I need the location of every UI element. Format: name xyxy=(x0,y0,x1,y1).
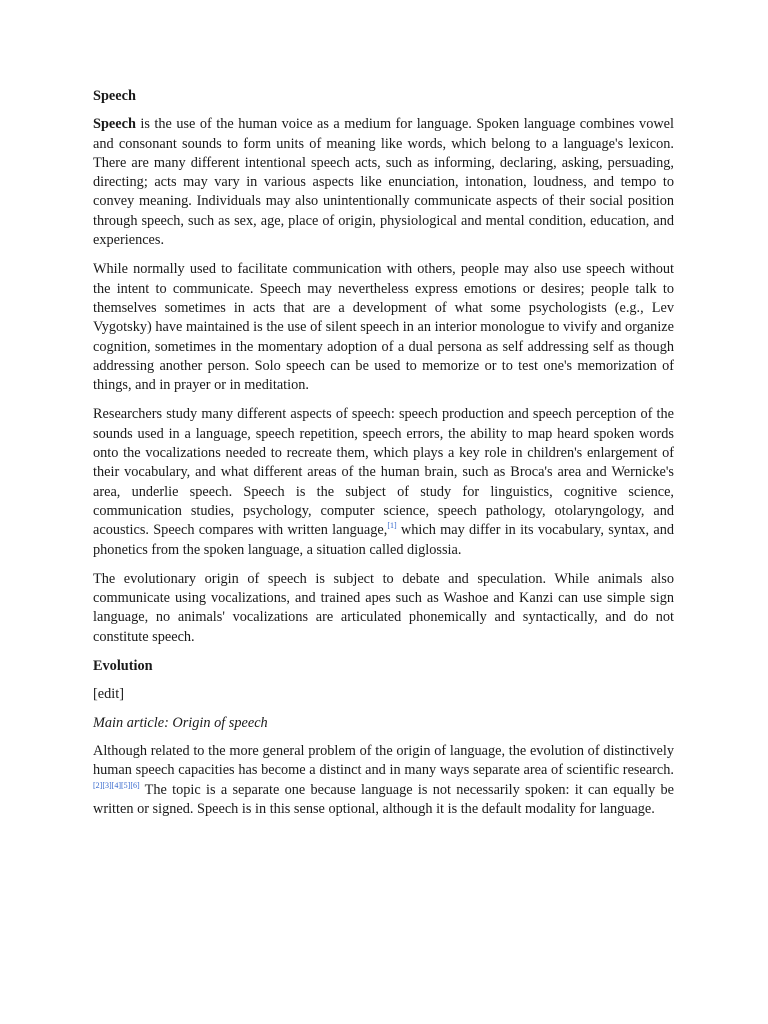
paragraph-evolutionary-origin: The evolutionary origin of speech is subject to debate and speculation. While animals also communicate using vocalizations, and trained apes such as Washoe and Kanzi can use simple sign language, no animals' vocalizations are articulated phonemically and syntactically, and do not constitute speech. xyxy=(93,570,674,645)
citation-ref[interactable] xyxy=(387,521,396,530)
citation-link-1[interactable]: [1] xyxy=(387,521,397,531)
paragraph-text: The topic is a separate one because language is not necessarily spoken: it can equally be written or signed. Speech is in this sense optional, although it is the default modality for language. xyxy=(93,781,674,817)
edit-link[interactable]: [edit] xyxy=(93,686,124,703)
section-heading-evolution: Evolution xyxy=(93,658,153,675)
citation-link-6[interactable]: [6] xyxy=(130,780,140,790)
citation-link-5[interactable]: [5] xyxy=(120,780,131,790)
paragraph-communication: While normally used to facilitate communication with others, people may also use speech without the intent to communicate. Speech may nevertheless express emotions or desires; people talk to themselves sometimes in acts that are a development of what some psychologists (e.g., Lev Vygotsky) have maintained is the use of silent speech in an interior monologue to vivify and organize cognition, sometimes in the momentary adoption of a dual persona as self addressing self as though addressing another person. Solo speech can be used to memorize or to test one's memorization of things, and in prayer or in meditation. xyxy=(93,261,674,394)
paragraph-evolution xyxy=(93,742,674,819)
section-heading-speech: Speech xyxy=(93,88,136,104)
citation-refs[interactable] xyxy=(93,781,140,790)
lead-term: Speech xyxy=(93,116,136,133)
paragraph-text: Researchers study many different aspects of speech: speech production and speech perception of the sounds used in a language, speech repetition, speech errors, the ability to map heard spoken words onto the vocalizations needed to recreate them, which plays a key role in children's enlargement of their vocabulary, and what different areas of the human brain, such as Broca's area and Wernicke's area, underlie speech. Speech is the subject of study for linguistics, cognitive science, communication studies, psychology, computer science, speech pathology, otolaryngology, and acoustics. Speech compares with written language, xyxy=(93,406,674,539)
paragraph-intro xyxy=(93,115,674,250)
paragraph-text: is the use of the human voice as a medium for language. Spoken language combines vowel and consonant sounds to form units of meaning like words, which belong to a language's lexicon. There are many different intentional speech acts, such as informing, declaring, asking, persuading, directing; acts may vary in various aspects like enunciation, intonation, loudness, and tempo to convey meaning. Individuals may also unintentionally communicate aspects of their social position through speech, such as sex, age, place of origin, physiological and mental condition, education, and experiences. xyxy=(93,116,674,249)
paragraph-research xyxy=(93,405,674,559)
main-article-note[interactable]: Main article: Origin of speech xyxy=(93,714,268,731)
citation-link-3[interactable]: [3] xyxy=(102,780,112,790)
paragraph-text: which may differ in its vocabulary, syntax, and phonetics from the spoken language, a situation called diglossia. xyxy=(93,522,675,558)
citation-link-4[interactable]: [4] xyxy=(111,780,121,790)
paragraph-text: Although related to the more general problem of the origin of language, the evolution of distinctively human speech capacities has become a distinct and in many ways separate area of scientific research. xyxy=(93,742,674,779)
citation-link-2[interactable]: [2] xyxy=(93,780,103,790)
